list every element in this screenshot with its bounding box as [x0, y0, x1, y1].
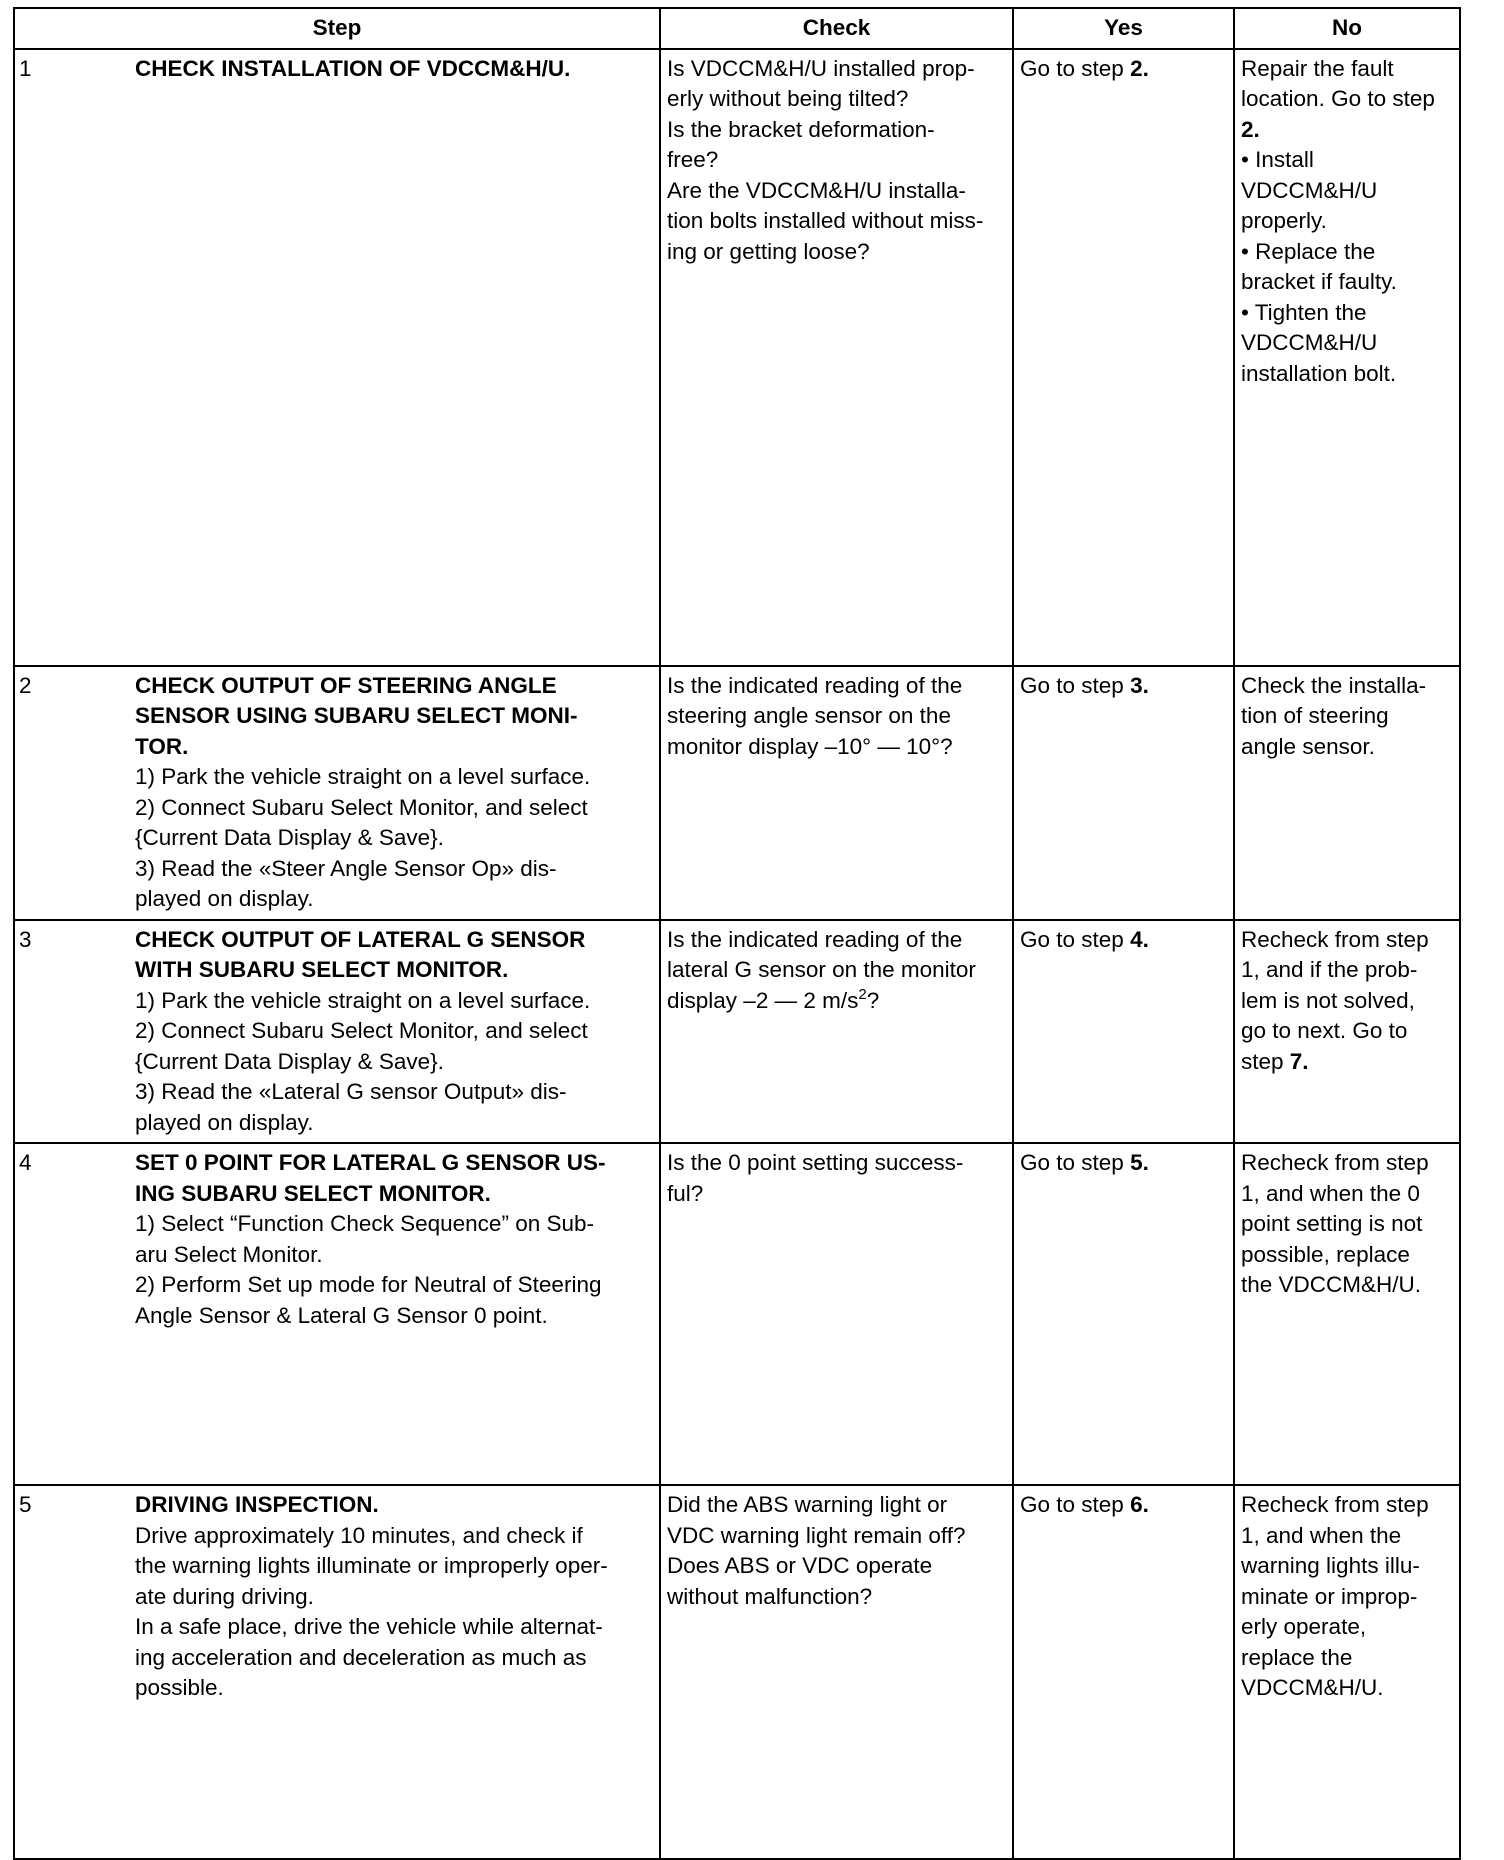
no-bullet-line: installation bolt. — [1241, 360, 1397, 386]
no-line: 1, and when the — [1241, 1522, 1402, 1548]
no-line: warning lights illu- — [1241, 1553, 1420, 1578]
step-title-line: WITH SUBARU SELECT MONITOR. — [135, 957, 509, 982]
step-title-line: SET 0 POINT FOR LATERAL G SENSOR US- — [135, 1150, 606, 1175]
yes-text: Go to step — [1020, 672, 1131, 698]
no-bullet-line: • Install — [1241, 147, 1314, 172]
step-number: 1 — [14, 49, 132, 666]
header-no: No — [1234, 8, 1460, 49]
no-line: location. Go to step — [1241, 86, 1435, 111]
step-body-line: 3) Read the «Steer Angle Sensor Op» dis- — [135, 855, 557, 881]
yes-step-ref: 2. — [1130, 55, 1149, 81]
step-title-line: CHECK OUTPUT OF STEERING ANGLE — [135, 672, 557, 698]
check-line: ful? — [667, 1180, 704, 1206]
no-bullet-line: • Tighten the — [1241, 299, 1367, 325]
check-text: ? — [866, 987, 880, 1013]
no-line: Repair the fault — [1241, 55, 1394, 81]
superscript-exponent: 2 — [858, 985, 867, 1003]
no-cell — [1234, 920, 1460, 1144]
check-line: steering angle sensor on the — [667, 703, 951, 728]
no-line: the VDCCM&H/U. — [1241, 1272, 1422, 1297]
check-line: free? — [667, 147, 719, 172]
step-description — [132, 920, 660, 1144]
step-body-line: possible. — [135, 1675, 224, 1700]
header-check: Check — [660, 8, 1013, 49]
no-line — [1241, 1047, 1453, 1078]
step-number: 5 — [14, 1485, 132, 1859]
check-line: erly without being tilted? — [667, 86, 909, 111]
check-line: Does ABS or VDC operate — [667, 1553, 933, 1578]
table-row-step-2 — [14, 666, 1460, 920]
step-title-line: DRIVING INSPECTION. — [135, 1492, 379, 1517]
step-body-line: {Current Data Display & Save}. — [135, 1048, 444, 1074]
no-text: step — [1241, 1048, 1290, 1074]
check-cell — [660, 920, 1013, 1144]
step-body-line: played on display. — [135, 886, 314, 911]
yes-cell — [1013, 666, 1234, 920]
diagnostic-table — [13, 7, 1461, 1860]
check-line: Is VDCCM&H/U installed prop- — [667, 55, 975, 81]
step-title-line: CHECK OUTPUT OF LATERAL G SENSOR — [135, 926, 586, 952]
no-cell — [1234, 1485, 1460, 1859]
check-line: Is the indicated reading of the — [667, 672, 963, 698]
step-body-line: ate during driving. — [135, 1583, 314, 1609]
no-line: erly operate, — [1241, 1614, 1367, 1639]
table-row-step-5 — [14, 1485, 1460, 1859]
check-text: display –2 — 2 m/s — [667, 987, 859, 1013]
no-bullet-line: • Replace the — [1241, 238, 1376, 264]
no-step-ref: 7. — [1289, 1048, 1309, 1074]
yes-text: Go to step — [1020, 55, 1131, 81]
no-bullet-line: VDCCM&H/U — [1241, 330, 1378, 355]
no-line: go to next. Go to — [1241, 1018, 1408, 1043]
no-step-ref: 2. — [1241, 116, 1260, 142]
yes-step-ref: 4. — [1130, 926, 1149, 952]
step-body-line: 2) Perform Set up mode for Neutral of Steering — [135, 1272, 602, 1297]
no-line: Recheck from step — [1241, 926, 1429, 952]
check-line: Is the bracket deformation- — [667, 116, 935, 142]
step-number: 3 — [14, 920, 132, 1144]
step-body-line: 3) Read the «Lateral G sensor Output» dis- — [135, 1079, 567, 1104]
step-body-line: aru Select Monitor. — [135, 1241, 323, 1267]
step-description — [132, 1143, 660, 1485]
check-line: Are the VDCCM&H/U installa- — [667, 177, 966, 203]
step-title: CHECK INSTALLATION OF VDCCM&H/U. — [135, 55, 571, 81]
no-line: possible, replace — [1241, 1241, 1410, 1267]
step-title-line: SENSOR USING SUBARU SELECT MONI- — [135, 703, 578, 728]
step-body-line: In a safe place, drive the vehicle while alternat- — [135, 1614, 603, 1639]
yes-cell — [1013, 920, 1234, 1144]
check-line: lateral G sensor on the monitor — [667, 957, 976, 982]
check-line-with-unit — [667, 986, 1006, 1017]
step-body-line: 1) Park the vehicle straight on a level surface. — [135, 987, 591, 1013]
check-cell — [660, 1485, 1013, 1859]
step-body-line: ing acceleration and deceleration as much as — [135, 1644, 587, 1670]
table-row-step-4 — [14, 1143, 1460, 1485]
step-body-line: {Current Data Display & Save}. — [135, 825, 444, 850]
no-line: lem is not solved, — [1241, 987, 1415, 1013]
check-line: monitor display –10° — 10°? — [667, 733, 953, 759]
yes-cell — [1013, 1485, 1234, 1859]
no-line: Check the installa- — [1241, 672, 1427, 698]
step-description — [132, 49, 660, 666]
check-line: VDC warning light remain off? — [667, 1522, 966, 1548]
table-row-step-1 — [14, 49, 1460, 666]
step-body-line: 1) Park the vehicle straight on a level surface. — [135, 764, 591, 789]
step-description — [132, 666, 660, 920]
yes-step-ref: 3. — [1130, 672, 1149, 698]
step-number: 2 — [14, 666, 132, 920]
step-title-line: ING SUBARU SELECT MONITOR. — [135, 1180, 491, 1206]
no-line: Recheck from step — [1241, 1150, 1429, 1175]
diagnostic-page — [13, 7, 1459, 1847]
step-body-line: Drive approximately 10 minutes, and check if — [135, 1522, 583, 1548]
yes-text: Go to step — [1020, 1492, 1131, 1517]
no-line: Recheck from step — [1241, 1492, 1429, 1517]
no-cell — [1234, 1143, 1460, 1485]
no-bullet-line: bracket if faulty. — [1241, 269, 1397, 294]
no-line: 1, and if the prob- — [1241, 957, 1418, 982]
step-body-line: played on display. — [135, 1109, 314, 1135]
check-line: tion bolts installed without miss- — [667, 208, 984, 233]
no-line: minate or improp- — [1241, 1583, 1418, 1609]
no-cell — [1234, 49, 1460, 666]
no-bullet-line: properly. — [1241, 208, 1327, 233]
check-line: Is the 0 point setting success- — [667, 1150, 964, 1175]
no-line: angle sensor. — [1241, 733, 1375, 759]
yes-text: Go to step — [1020, 1150, 1131, 1175]
no-line: tion of steering — [1241, 703, 1389, 728]
no-line: 1, and when the 0 — [1241, 1180, 1420, 1206]
yes-step-ref: 6. — [1130, 1492, 1149, 1517]
header-step: Step — [14, 8, 660, 49]
step-body-line: 2) Connect Subaru Select Monitor, and select — [135, 794, 588, 820]
check-line: without malfunction? — [667, 1583, 873, 1609]
check-cell — [660, 666, 1013, 920]
no-line: replace the — [1241, 1644, 1353, 1670]
check-cell — [660, 49, 1013, 666]
no-bullet-line: VDCCM&H/U — [1241, 177, 1378, 203]
step-body-line: Angle Sensor & Lateral G Sensor 0 point. — [135, 1302, 548, 1328]
table-header-row — [14, 8, 1460, 49]
header-yes: Yes — [1013, 8, 1234, 49]
check-line: Is the indicated reading of the — [667, 926, 963, 952]
check-line: ing or getting loose? — [667, 238, 870, 264]
check-line: Did the ABS warning light or — [667, 1492, 948, 1517]
no-line: point setting is not — [1241, 1211, 1423, 1236]
step-body-line: 1) Select “Function Check Sequence” on Sub- — [135, 1211, 594, 1236]
step-body-line: 2) Connect Subaru Select Monitor, and select — [135, 1018, 588, 1043]
yes-cell — [1013, 1143, 1234, 1485]
step-title-line: TOR. — [135, 733, 189, 759]
yes-step-ref: 5. — [1130, 1150, 1149, 1175]
no-line: VDCCM&H/U. — [1241, 1675, 1384, 1700]
yes-cell — [1013, 49, 1234, 666]
step-description — [132, 1485, 660, 1859]
check-cell — [660, 1143, 1013, 1485]
table-row-step-3 — [14, 920, 1460, 1144]
step-body-line: the warning lights illuminate or improperly oper- — [135, 1553, 608, 1578]
no-cell — [1234, 666, 1460, 920]
step-number: 4 — [14, 1143, 132, 1485]
yes-text: Go to step — [1020, 926, 1131, 952]
